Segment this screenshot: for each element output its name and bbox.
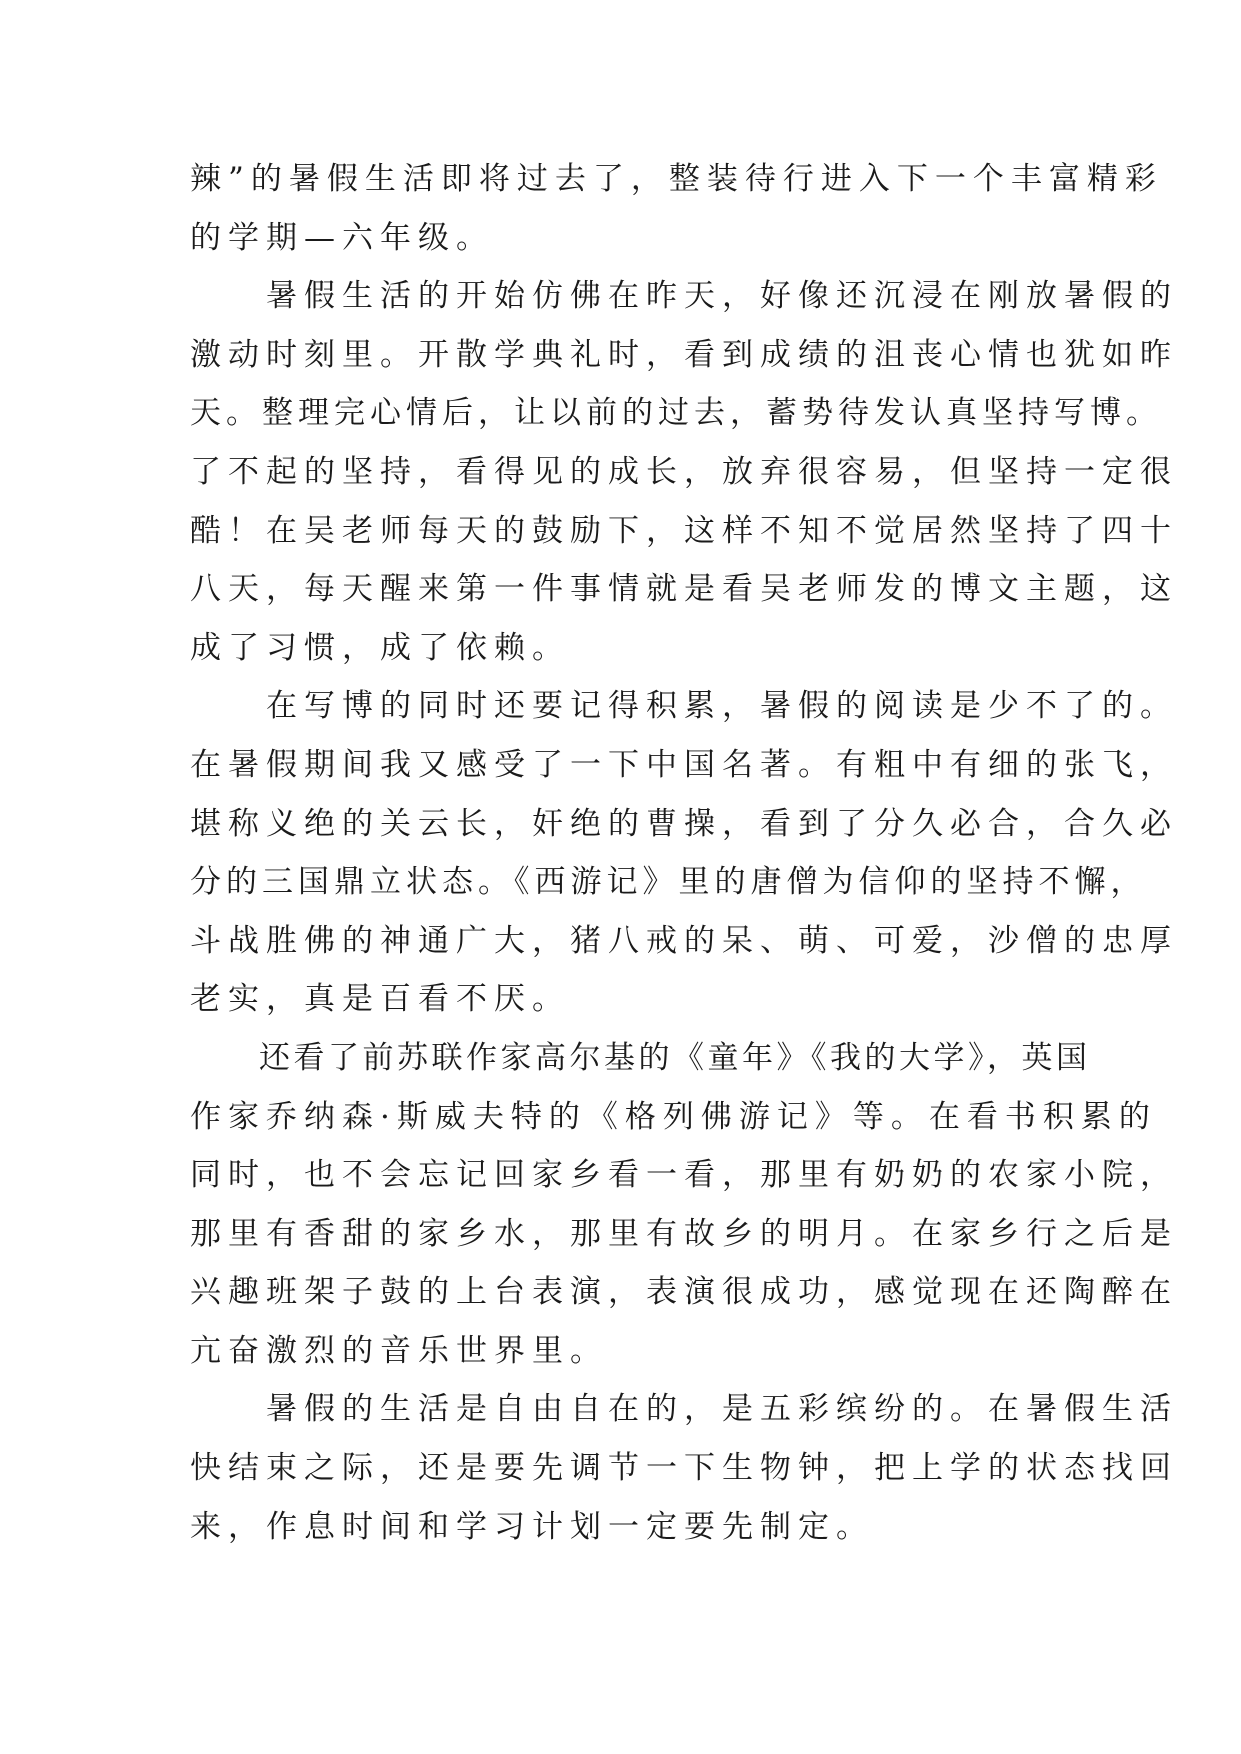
- text-line: 来，作息时间和学习计划一定要先制定。: [190, 1508, 874, 1545]
- text-line: 激动时刻里。开散学典礼时，看到成绩的沮丧心情也犹如昨: [190, 336, 1178, 373]
- text-line: 了不起的坚持，看得见的成长，放弃很容易，但坚持一定很: [190, 453, 1178, 490]
- text-line: 亢奋激烈的音乐世界里。: [190, 1332, 608, 1369]
- text-line: 暑假的生活是自由自在的，是五彩缤纷的。在暑假生活: [190, 1391, 1178, 1428]
- text-line: 斗战胜佛的神通广大，猪八戒的呆、萌、可爱，沙僧的忠厚: [190, 922, 1178, 959]
- text-line: 的学期—六年级。: [190, 219, 494, 256]
- text-line: 成了习惯，成了依赖。: [190, 629, 570, 666]
- text-line: 兴趣班架子鼓的上台表演，表演很成功，感觉现在还陶醉在: [190, 1274, 1178, 1311]
- text-line: 酷！在吴老师每天的鼓励下，这样不知不觉居然坚持了四十: [190, 512, 1178, 549]
- text-line: 还看了前苏联作家高尔基的《童年》《我的大学》，英国: [190, 1039, 1091, 1076]
- text-line: 老实，真是百看不厌。: [190, 981, 570, 1018]
- text-line: 八天，每天醒来第一件事情就是看吴老师发的博文主题，这: [190, 571, 1178, 608]
- text-line: 在写博的同时还要记得积累，暑假的阅读是少不了的。: [190, 688, 1178, 725]
- text-line: 作家乔纳森·斯威夫特的《格列佛游记》等。在看书积累的: [190, 1098, 1157, 1135]
- text-line: 堪称义绝的关云长，奸绝的曹操，看到了分久必合，合久必: [190, 805, 1178, 842]
- text-line: 在暑假期间我又感受了一下中国名著。有粗中有细的张飞，: [190, 746, 1178, 783]
- text-line: 天。整理完心情后，让以前的过去，蓄势待发认真坚持写博。: [190, 395, 1162, 432]
- text-line: 快结束之际，还是要先调节一下生物钟，把上学的状态找回: [190, 1450, 1178, 1487]
- text-line: 辣”的暑假生活即将过去了，整装待行进入下一个丰富精彩: [190, 161, 1163, 197]
- text-line: 同时，也不会忘记回家乡看一看，那里有奶奶的农家小院，: [190, 1157, 1178, 1194]
- text-line: 那里有香甜的家乡水，那里有故乡的明月。在家乡行之后是: [190, 1215, 1178, 1252]
- text-line: 分的三国鼎立状态。《西游记》里的唐僧为信仰的坚持不懈，: [190, 864, 1147, 901]
- text-line: 暑假生活的开始仿佛在昨天，好像还沉浸在刚放暑假的: [190, 278, 1178, 315]
- essay-body: [190, 150, 1178, 1556]
